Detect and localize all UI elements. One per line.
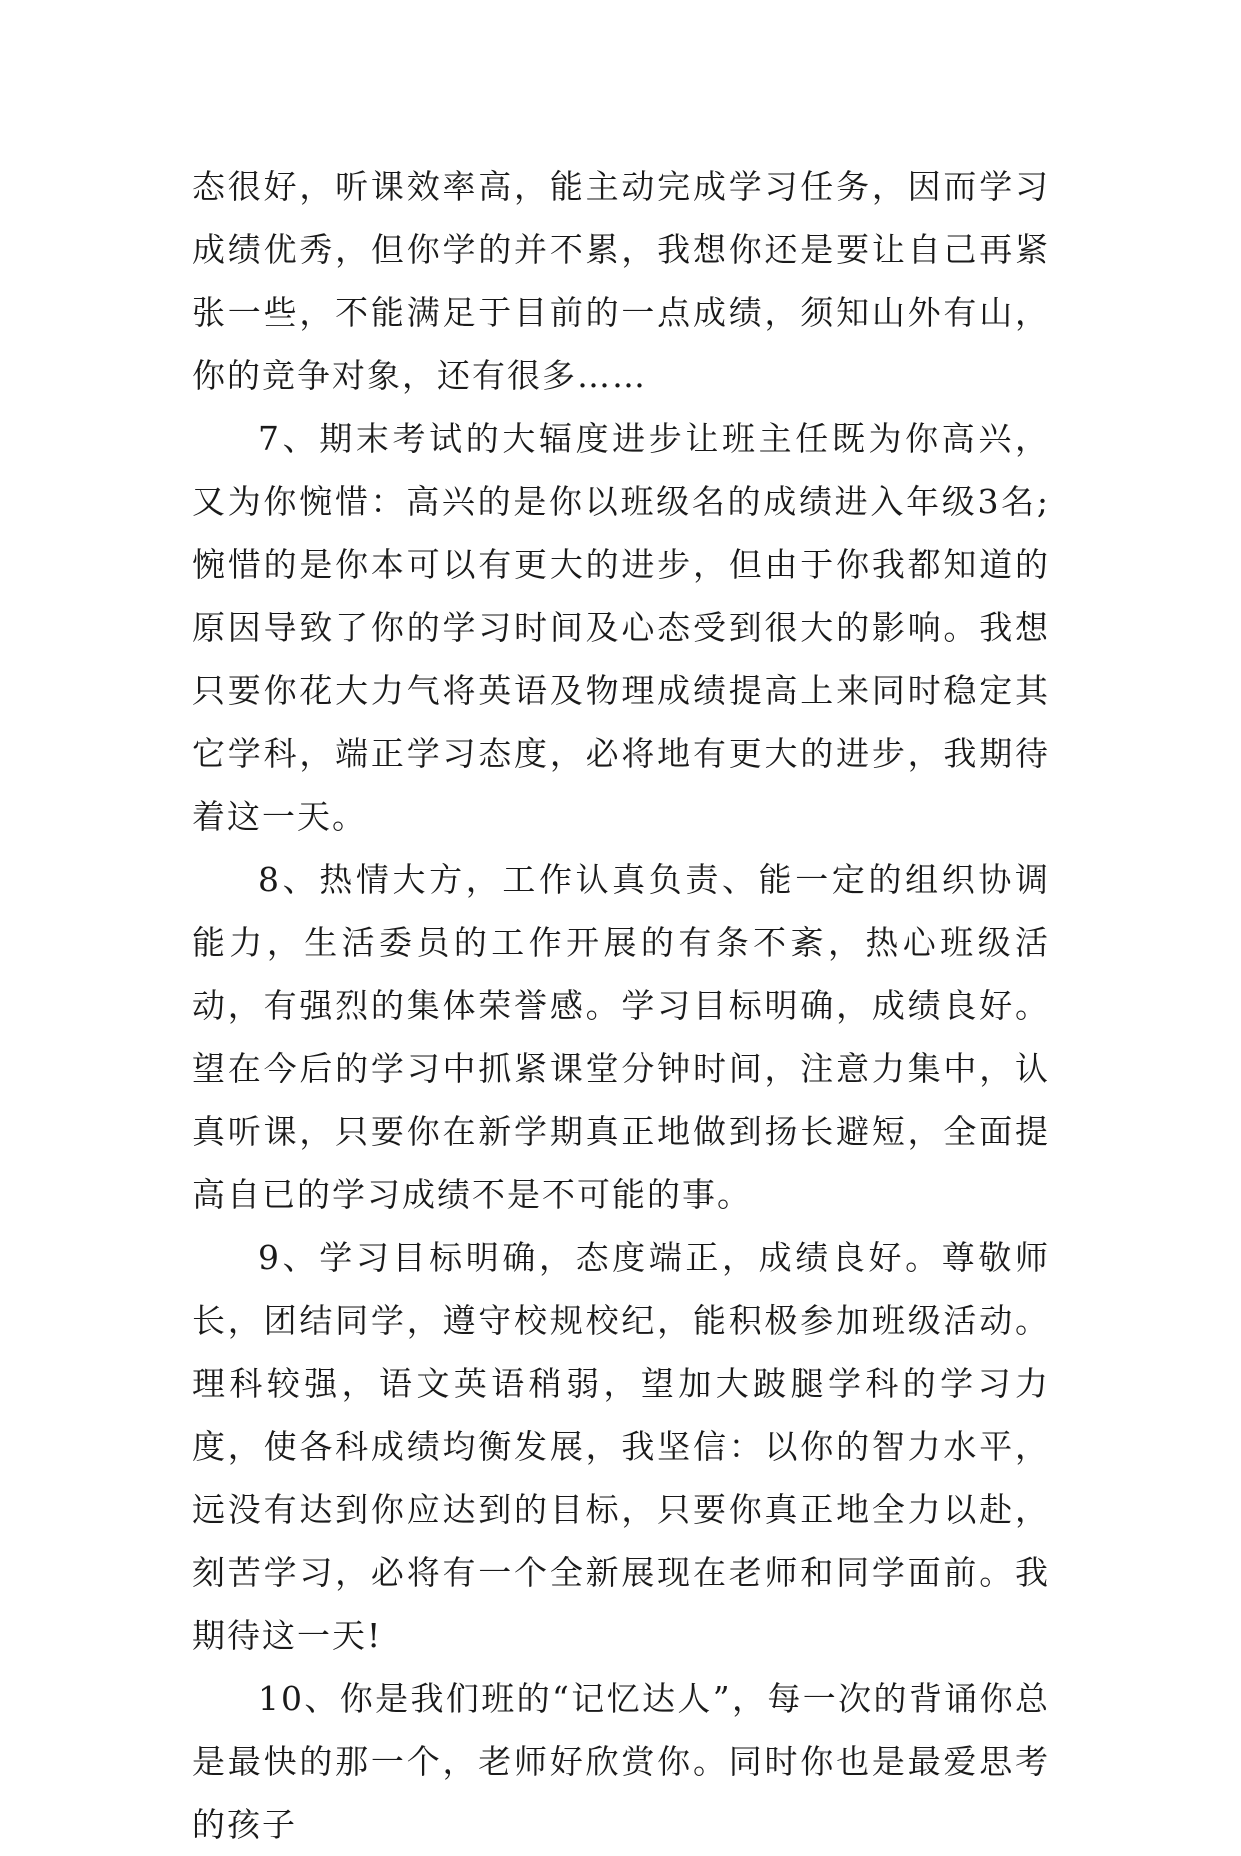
document-page [192,155,1050,1856]
paragraph-10-start: 10、你是我们班的“记忆达人”，每一次的背诵你总是最快的那一个，老师好欣赏你。同时你也是最爱思考的孩子 [192,1679,1050,1844]
paragraph-7: 7、期末考试的大辐度进步让班主任既为你高兴，又为你惋惜：高兴的是你以班级名的成绩进入年级3名;惋惜的是你本可以有更大的进步，但由于你我都知道的原因导致了你的学习时间及心态受到很大的影响。我想只要你花大力气将英语及物理成绩提高上来同时稳定其它学科，端正学习态度，必将地有更大的进步，我期待着这一天。 [192,419,1050,836]
paragraph-9: 9、学习目标明确，态度端正，成绩良好。尊敬师长，团结同学，遵守校规校纪，能积极参加班级活动。理科较强，语文英语稍弱，望加大跛腿学科的学习力度，使各科成绩均衡发展，我坚信：以你的智力水平，远没有达到你应达到的目标，只要你真正地全力以赴，刻苦学习，必将有一个全新展现在老师和同学面前。我期待这一天! [192,1238,1050,1655]
paragraph-6-continuation: 态很好，听课效率高，能主动完成学习任务，因而学习成绩优秀，但你学的并不累，我想你还是要让自己再紧张一些，不能满足于目前的一点成绩，须知山外有山，你的竞争对象，还有很多…… [192,167,1050,395]
paragraph-8: 8、热情大方，工作认真负责、能一定的组织协调能力，生活委员的工作开展的有条不紊，热心班级活动，有强烈的集体荣誉感。学习目标明确，成绩良好。望在今后的学习中抓紧课堂分钟时间，注意力集中，认真听课，只要你在新学期真正地做到扬长避短，全面提高自已的学习成绩不是不可能的事。 [192,860,1050,1214]
